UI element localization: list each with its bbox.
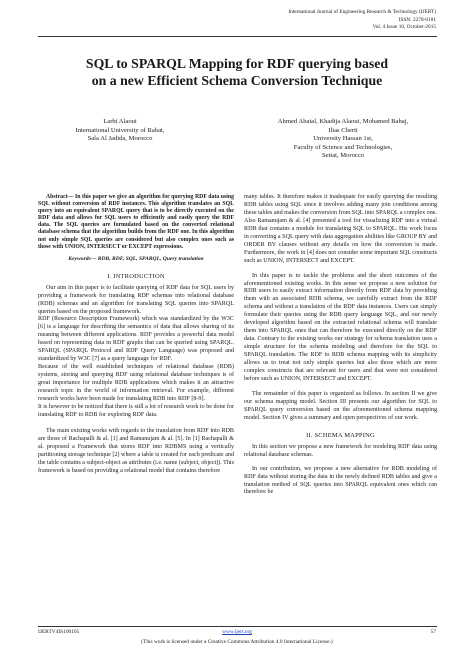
author-name: Larbi Alaoui	[103, 118, 137, 125]
section-heading-introduction: I. INTRODUCTION	[107, 272, 165, 280]
page-number: 57	[430, 629, 436, 635]
journal-header	[196, 9, 436, 32]
paragraph: In this paper is to tackle the problems and the short outcomes of the aforementioned existing works. In this sense we propose a new solution for RDB users to easily extract information directly from RDF data by providing them with an associated RDB schema, we carefully extract from the RDF schema and without a translation of the RDF data instances. Users can simply formulate their queries using the RDB query language SQL, and our newly developed algorithm based on the extracted relational schema will translate them into SPARQL ones that can therefore be executed directly on the RDF data. Contrary to the existing works our strategy for schema translation uses a simple structure for the schema modeling and therefore for the SQL to SPARQL translation. The RDF to RDB schema mapping with its simplicity allows us to treat not only simple queries but also those which are more complex constructs that are relevant for users and that were not considered before such as UNION, INTERSECT and EXCEPT.	[244, 272, 437, 382]
paragraph: In our contribution, we propose a new alternative for RDB modeling of RDF data without storing the data in the newly defined RDB tables and give a translation method of SQL queries into SPARQL equivalent ones which can therefore be	[244, 465, 437, 496]
license-note: (This work is licensed under a Creative Commons Attribution 4.0 International License.)	[141, 639, 333, 645]
title-line-2: on a new Efficient Schema Conversion Technique	[91, 72, 383, 88]
paragraph: many tables. It therefore makes it inadequate for easily querying the resulting RDB tables using SQL since it involves adding many join conditions among these tables and makes the conversion from SQL into SPARQL a complex one. Also Ramanujam & al. [4] presented a tool for visualizing RDF into a virtual RDB that contains a module for translating SQL to SPARQL. His work focus in converting a SQL query with data aggregation abilities like GROUP BY and ORDER BY clauses without any details on how the conversion is made. Furthermore, the work in [4] does not consider some important SQL constructs such as UNION, INTERSECT and EXCEPT.	[244, 194, 437, 264]
footer-rule	[38, 626, 437, 627]
author-block-left	[38, 118, 202, 144]
paragraph: Because of the well established techniques of relational database (RDB) systems, storing and querying RDF using relational database techniques is of great importance for multiple RDB applications which makes it an attractive research topic in the world of information retrieval. For example, different research works have been made for translating RDB into RDF [8-9].	[38, 364, 234, 402]
paper-title	[20, 56, 454, 89]
author-faculty: Faculty of Science and Technologies,	[293, 143, 393, 151]
journal-volume: Vol. 4 Issue 10, October-2015	[372, 24, 436, 31]
journal-name: International Journal of Engineering Research & Technology (IJERT)	[288, 9, 436, 15]
author-block-right	[248, 118, 438, 161]
paragraph: It is however to be noticed that there is still a lot of research work to be done for translating RDF to RDB for exploring RDF data.	[38, 403, 234, 418]
abstract: Abstract— In this paper we give an algorithm for querying RDF data using SQL without conversion of RDF instances. This algorithm translates an SQL query into an equivalent SPARQL query that is to be directly executed on the RDF data and allows for SQL users to efficiently and easily query the RDF data. The SQL queries are formulated based on the converted relational database schema that the algorithm builds from the RDF one. In this algorithm not only simple SQL queries are considered but also complex ones such as those with UNION, INTERSECT or EXCEPT expressions.	[38, 194, 234, 250]
paper-id: IJERTV4IS100105	[38, 629, 80, 635]
paragraph: In this section we propose a new framework for modeling RDF data using relational database schemas.	[244, 443, 437, 458]
paragraph: RDF (Resource Description Framework) which was standardized by the W3C [6] is a language for describing the semantics of data that allows sharing of its meaning between different applications. RDF provides a powerful data model based on representing data in RDF graphs that can be queried using SPARQL. SPARQL (SPARQL Protocol and RDF Query Language) was proposed and standardized by W3C [7] as a query language for RDF.	[38, 316, 234, 363]
author-address: Sala Al Jadida, Morocco	[87, 135, 153, 143]
author-address: Settat, Morocco	[321, 152, 365, 160]
keywords: Keywords— RDB, RDF, SQL, SPARQL, Query translation	[68, 255, 204, 262]
paragraph: The main existing works with regards to the translation from RDF into RDB are those of Rachapalli & al. [1] and Ramanujam & al. [5]. In [1] Rachapalli & al. proposed a Framework that stores RDF into RDBMS using a vertically partitioning storage technique [2] where a table is created for each predicate and the table contains a subject-object as attributes (i.e. name (subject, object)). This framework is based on providing a relational model that contains therefore	[38, 427, 234, 474]
title-line-1: SQL to SPARQL Mapping for RDF querying based	[85, 56, 389, 71]
author-affiliation: University Hassan 1st,	[313, 135, 373, 143]
paragraph: Our aim in this paper is to facilitate querying of RDF data for SQL users by providing a framework for translating RDF schemas into relational database (RDB) schemas and an algorithm for translating SQL queries into SPARQL queries based on the proposed framework.	[38, 284, 234, 315]
paragraph: The remainder of this paper is organized as follows. In section II we give our schema mapping model. Section III presents our algorithm for SQL to SPARQL query conversion based on the aforementioned schema mapping model. Section IV gives a summary and open perspectives of our work.	[244, 390, 437, 421]
author-names-cont: Ilias Cherti	[328, 126, 358, 134]
author-names: Ahmed Abatal, Khadija Alaoui, Mohamed Bahaj,	[277, 118, 409, 125]
journal-website-link[interactable]: www.ijert.org	[222, 629, 252, 635]
section-heading-schema-mapping: II. SCHEMA MAPPING	[306, 431, 375, 439]
right-column	[244, 194, 437, 497]
left-column	[38, 194, 234, 476]
author-affiliation: International University of Rabat,	[75, 126, 165, 134]
header-rule	[38, 36, 437, 37]
journal-issn: ISSN: 2278-0181	[398, 16, 436, 23]
